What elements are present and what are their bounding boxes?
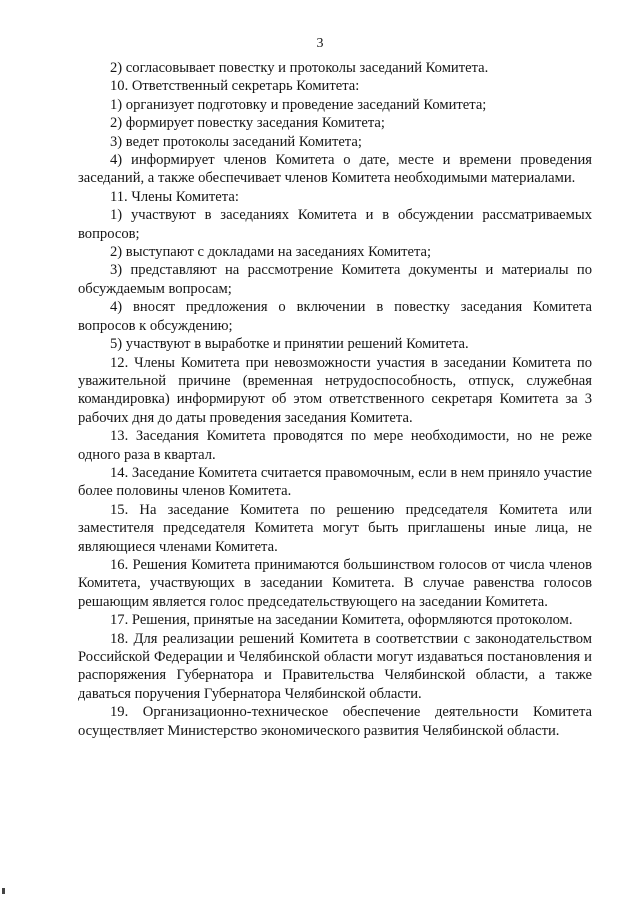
paragraph-17: 17. Решения, принятые на заседании Комитета, оформляются протоколом. <box>110 612 573 629</box>
paragraph-18: 18. Для реализации решений Комитета в соответствии с законодательством Российской Федерации и Челябинской области могут издаваться постановления и распоряжения Губернатора и Правительства Челябинской области, а также даваться поручения Губернатора Челябинской области. <box>78 630 592 702</box>
paragraph-14: 14. Заседание Комитета считается правомочным, если в нем приняло участие более половины членов Комитета. <box>78 464 592 500</box>
paragraph-10-heading: 10. Ответственный секретарь Комитета: <box>110 78 360 95</box>
paragraph-11-4: 4) вносят предложения о включении в повестку заседания Комитета вопросов к обсуждению; <box>78 299 592 334</box>
paragraph-19: 19. Организационно-техническое обеспечение деятельности Комитета осуществляет Министерство экономического развития Челябинской области. <box>78 704 592 739</box>
paragraph-11-3: 3) представляют на рассмотрение Комитета документы и материалы по обсуждаемым вопросам; <box>78 262 592 297</box>
paragraph-11-2: 2) выступают с докладами на заседаниях Комитета; <box>110 244 432 261</box>
paragraph-10-2: 2) формирует повестку заседания Комитета; <box>110 115 385 132</box>
paragraph-11-5: 5) участвуют в выработке и принятии решений Комитета. <box>110 336 469 353</box>
paragraph-10-4: 4) информирует членов Комитета о дате, месте и времени проведения заседаний, а также обеспечивает членов Комитета необходимыми материалами. <box>78 152 592 187</box>
page-number: 3 <box>316 36 324 51</box>
paragraph-11-1: 1) участвуют в заседаниях Комитета и в обсуждении рассматриваемых вопросов; <box>78 207 592 242</box>
paragraph-15: 15. На заседание Комитета по решению председателя Комитета или заместителя председателя Комитета могут быть приглашены иные лица, не являющиеся членами Комитета. <box>78 501 592 555</box>
paragraph-10-3: 3) ведет протоколы заседаний Комитета; <box>110 133 362 150</box>
scan-edge-mark <box>2 888 5 894</box>
paragraph-12: 12. Члены Комитета при невозможности участия в заседании Комитета по уважительной причине (временная нетрудоспособность, отпуск, служебная командировка) информируют об этом ответственного секретаря Комитета за 3 рабочих дня до даты проведения заседания Комитета. <box>78 354 592 426</box>
paragraph-11-heading: 11. Члены Комитета: <box>110 188 239 205</box>
paragraph-16: 16. Решения Комитета принимаются большинством голосов от числа членов Комитета, участвующих в заседании Комитета. В случае равенства голосов решающим является голос председательствующего на заседании Комитета. <box>78 556 592 610</box>
document-body <box>78 59 592 740</box>
paragraph-9-2: 2) согласовывает повестку и протоколы заседаний Комитета. <box>110 60 489 76</box>
paragraph-13: 13. Заседания Комитета проводятся по мере необходимости, но не реже одного раза в квартал. <box>78 428 592 463</box>
paragraph-10-1: 1) организует подготовку и проведение заседаний Комитета; <box>110 96 487 113</box>
